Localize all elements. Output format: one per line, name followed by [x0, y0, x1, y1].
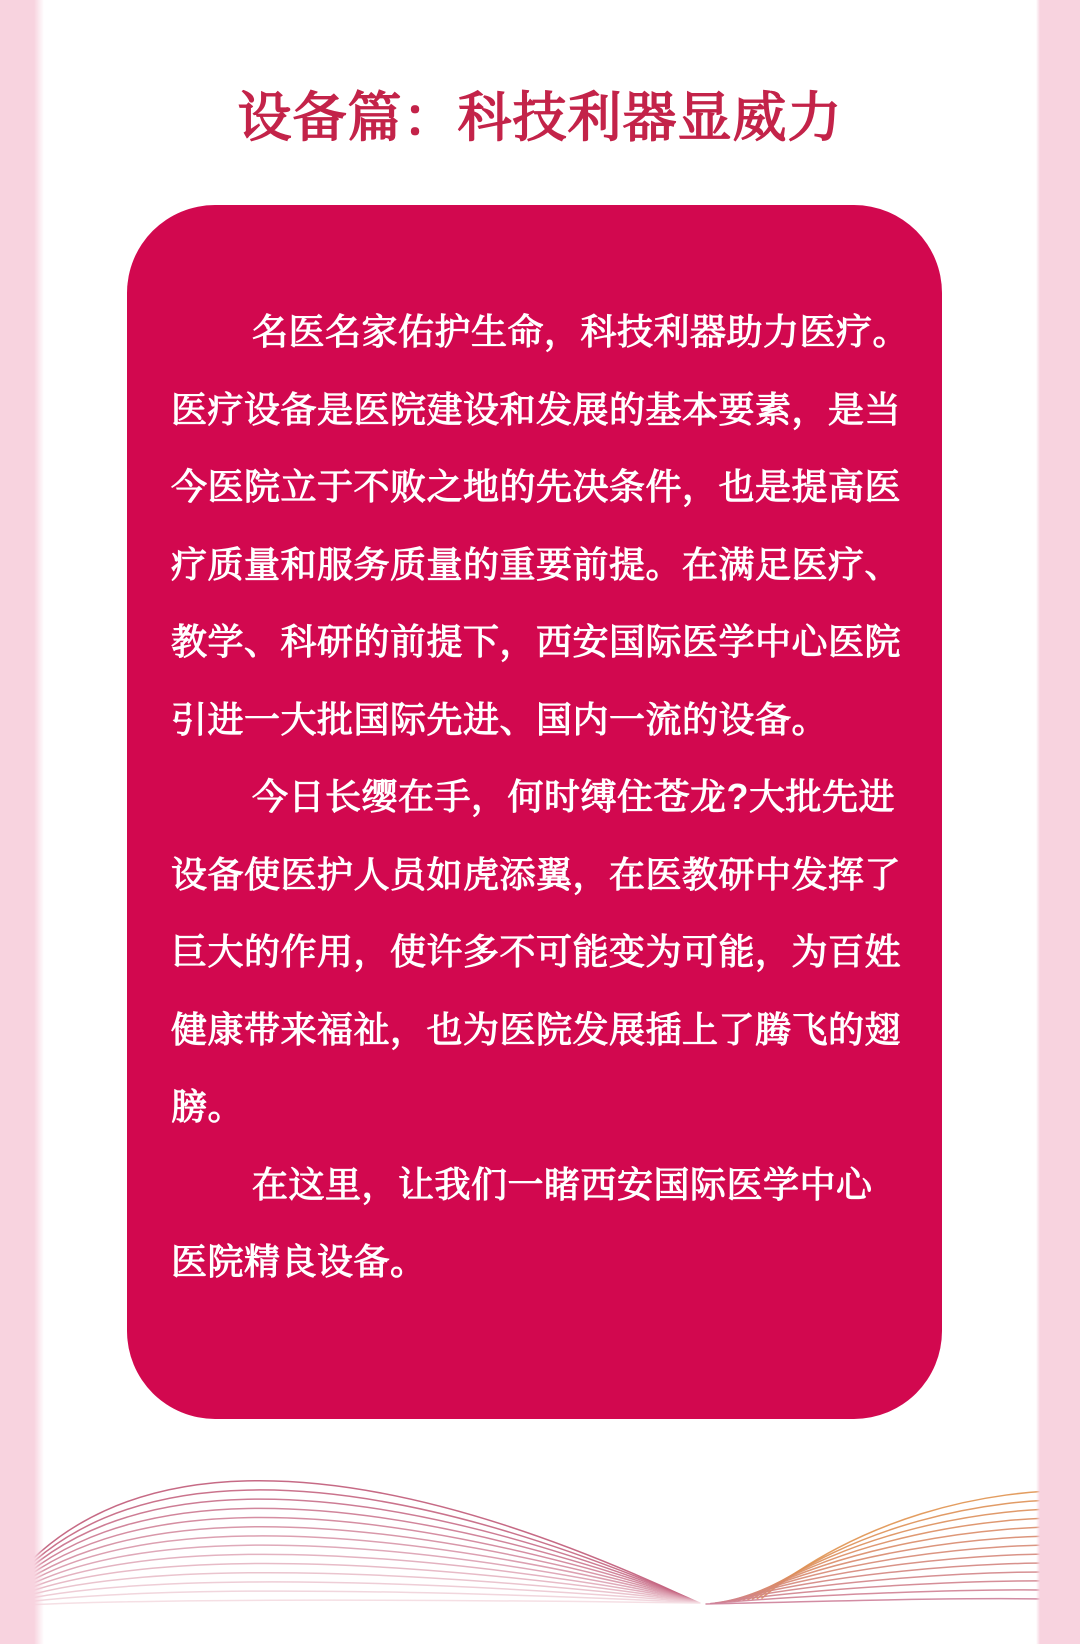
left-edge-band — [0, 0, 44, 1644]
article-line: 在这里，让我们一睹西安国际医学中心 — [252, 1163, 873, 1205]
article-line: 今日长缨在手，何时缚住苍龙?大批先进 — [252, 776, 895, 817]
wave-line — [8, 1600, 700, 1606]
article-line: 巨大的作用，使许多不可能变为可能，为百姓 — [171, 931, 902, 972]
guilloche-waves — [0, 1420, 1080, 1644]
article-line: 今医院立于不败之地的先决条件，也是提高医 — [171, 466, 902, 507]
article-line: 教学、科研的前提下，西安国际医学中心医院 — [171, 621, 902, 662]
article-line: 医院精良设备。 — [171, 1241, 427, 1282]
article-card — [127, 205, 942, 1419]
page-title: 设备篇：科技利器显威力 — [237, 88, 843, 149]
wave-line — [748, 1518, 1080, 1600]
article-line: 膀。 — [171, 1086, 245, 1127]
article-line: 名医名家佑护生命，科技利器助力医疗。 — [252, 311, 910, 352]
right-edge-band — [1036, 0, 1080, 1644]
article-line: 引进一大批国际先进、国内一流的设备。 — [171, 698, 829, 740]
article-line: 医疗设备是医院建设和发展的基本要素，是当 — [171, 388, 902, 430]
article-text — [171, 293, 910, 1301]
article-line: 健康带来福祉，也为医院发展插上了腾飞的翅 — [171, 1008, 902, 1050]
article-line: 疗质量和服务质量的重要前提。在满足医疗、 — [171, 543, 902, 585]
wave-line — [762, 1491, 1080, 1598]
article-line: 设备使医护人员如虎添翼，在医教研中发挥了 — [171, 853, 902, 895]
